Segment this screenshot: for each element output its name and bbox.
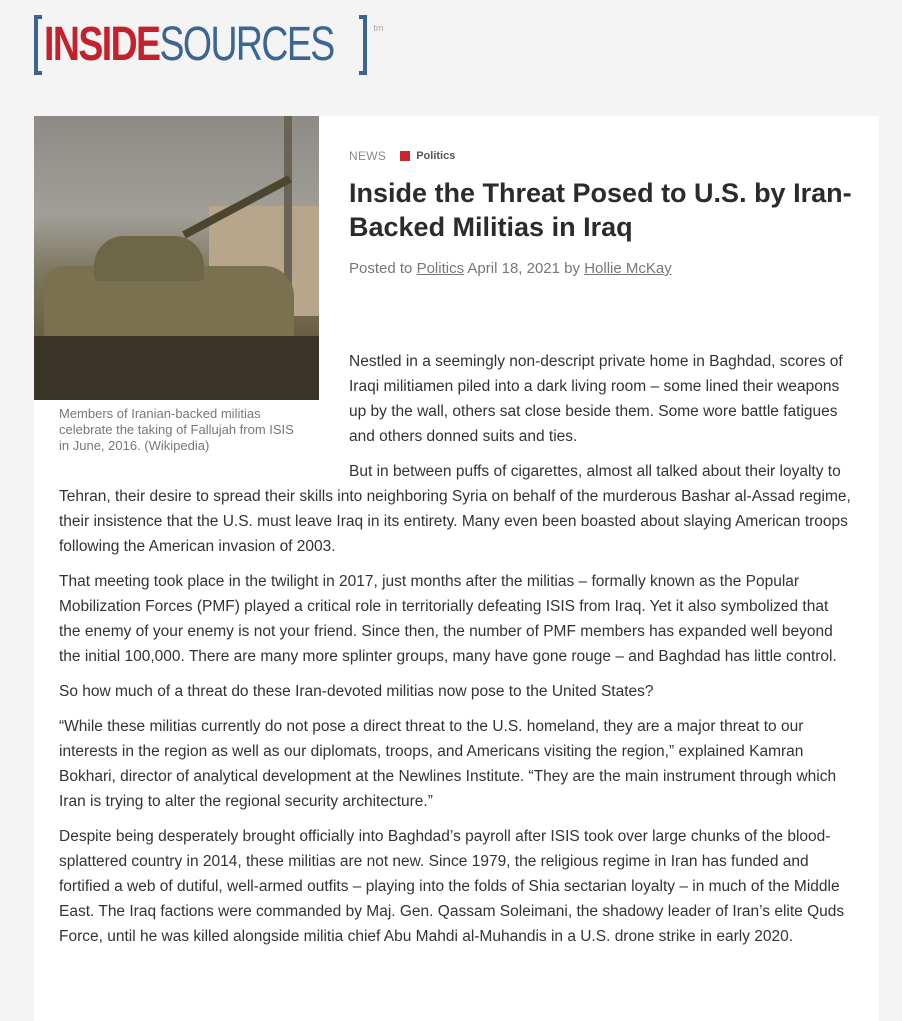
logo-text: INSIDESOURCES [44,17,334,71]
category-link[interactable]: Politics [416,260,465,277]
article-card [34,116,879,1021]
paragraph: That meeting took place in the twilight in 2017, just months after the militias – formally known as the Popular Mobilization Forces (PMF) played a critical role in territorially defeating ISIS from Iraq. Yet it also symbolized that the enemy of your enemy is not your friend. Since then, the number of PMF members has expanded well beyond the initial 100,000. There are many more splinter groups, many have gone rouge – and Baghdad has little control. [59,573,837,665]
image-caption: Members of Iranian-backed militias celebrate the taking of Fallujah from ISIS in June, 2016. (Wikipedia) [59,406,294,453]
paragraph: But in between puffs of cigarettes, almost all talked about their loyalty to Tehran, their desire to spread their skills into neighboring Syria on behalf of the murderous Bashar al-Assad regime, their insistence that the U.S. must leave Iraq in its entirety. Many even been boasted about slaying American troops following the American invasion of 2003. [59,463,851,555]
publish-date: April 18, 2021 [467,260,560,277]
section-label[interactable]: NEWS [349,149,387,163]
paragraph: Nestled in a seemingly non-descript private home in Baghdad, scores of Iraqi militiamen piled into a dark living room – some lined their weapons up by the wall, others sat close beside them. Some wore battle fatigues and others donned suits and ties. [349,353,843,445]
featured-image [34,116,319,400]
logo-bracket-left [34,15,42,75]
logo-bracket-right [359,15,367,75]
paragraph: Despite being desperately brought officially into Baghdad’s payroll after ISIS took over large chunks of the blood-splattered country in 2014, these militias are not new. Since 1979, the religious regime in Iran has funded and fortified a web of dutiful, well-armed outfits – playing into the folds of Shia sectarian loyalty – in much of the Middle East. The Iraq factions were commanded by Maj. Gen. Qassam Soleimani, the shadowy leader of Iran’s elite Quds Force, until he was killed alongside militia chief Abu Mahdi al-Muhandis in a U.S. drone strike in early 2020. [59,828,845,945]
category-square-icon [400,151,410,161]
paragraph: “While these militias currently do not pose a direct threat to the U.S. homeland, they are a major threat to our interests in the region as well as our diplomats, troops, and Americans visiting the region,” explained Kamran Bokhari, director of analytical development at the Newlines Institute. “They are the main instrument through which Iran is trying to alter the regional security architecture.” [59,718,837,810]
paragraph: So how much of a threat do these Iran-devoted militias now pose to the United States? [59,683,654,700]
site-logo[interactable] [34,13,383,76]
trademark: tm [373,23,384,33]
byline: Posted to Politics April 18, 2021 by Hollie McKay [349,260,672,277]
article-meta [349,149,854,163]
article-title: Inside the Threat Posed to U.S. by Iran-Backed Militias in Iraq [349,178,852,242]
category-label[interactable]: Politics [416,150,456,162]
author-link[interactable]: Hollie McKay [584,260,672,277]
featured-figure [34,116,319,454]
